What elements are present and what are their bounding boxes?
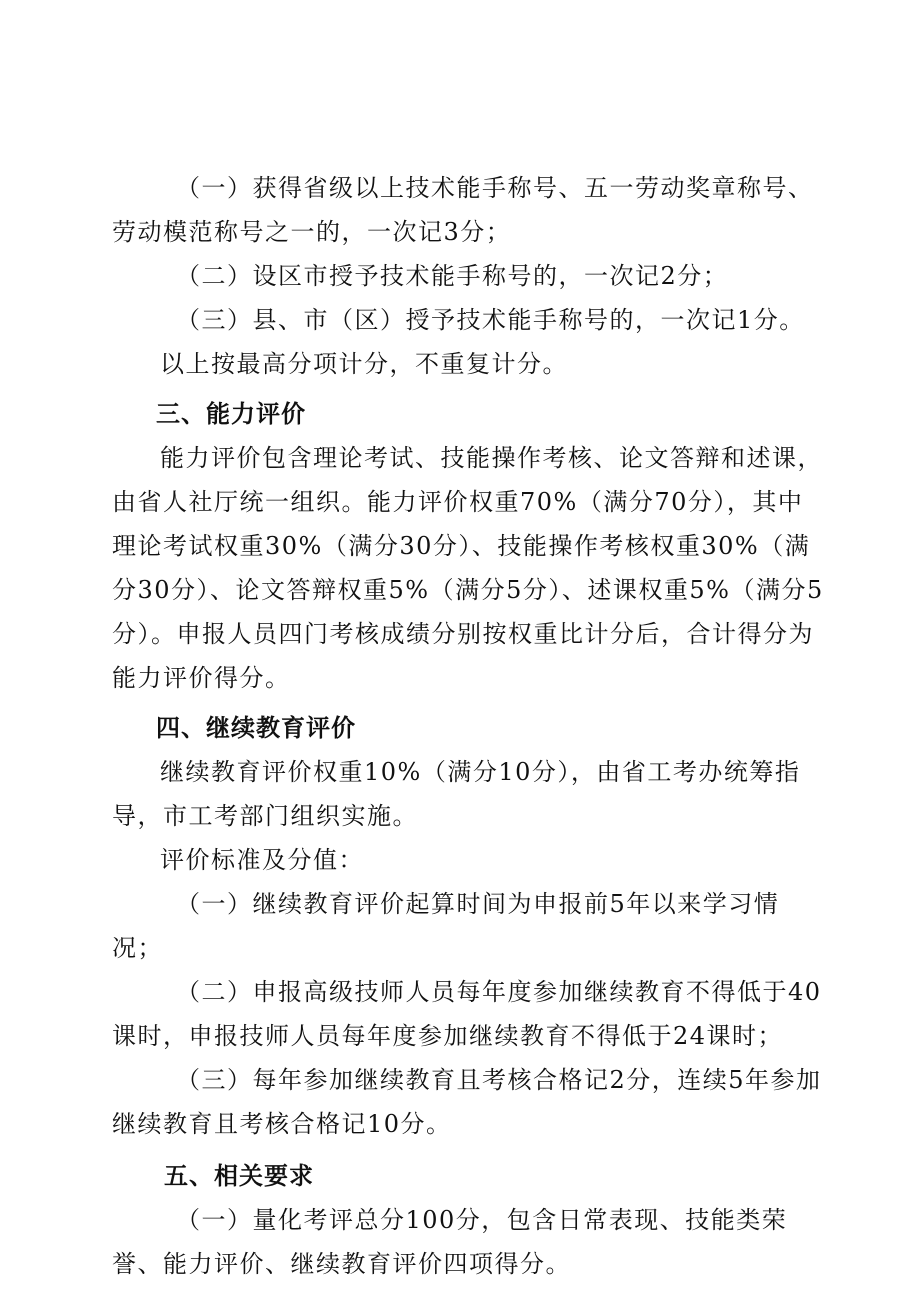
section-heading-ability: 三、能力评价: [156, 400, 306, 428]
criteria-item: （一）继续教育评价起算时间为申报前5年以来学习情况；: [112, 890, 780, 962]
requirement-item: （一）量化考评总分100分，包含日常表现、技能类荣誉、能力评价、继续教育评价四项得分。: [112, 1206, 788, 1278]
section-heading-continuing-education: 四、继续教育评价: [156, 714, 356, 742]
continuing-education-paragraph: 继续教育评价权重10%（满分10分），由省工考办统筹指导，市工考部门组织实施。: [112, 758, 801, 830]
criteria-label: 评价标准及分值：: [160, 846, 364, 874]
ability-paragraph: 能力评价包含理论考试、技能操作考核、论文答辩和述课，由省人社厅统一组织。能力评价权重70%（满分70分），其中理论考试权重30%（满分30分）、技能操作考核权重30%（满分30分）、论文答辩权重5%（满分5分）、述课权重5%（满分5分）。申报人员四门考核成绩分别按权重比计分后，合计得分为能力评价得分。: [112, 444, 824, 692]
honor-item-county: （三）县、市（区）授予技术能手称号的，一次记1分。: [176, 306, 805, 334]
criteria-item: （三）每年参加继续教育且考核合格记2分，连续5年参加继续教育且考核合格记10分。: [112, 1066, 822, 1138]
criteria-item: （二）申报高级技师人员每年度参加继续教育不得低于40课时，申报技师人员每年度参加继续教育不得低于24课时；: [112, 978, 822, 1050]
honor-item-provincial: （一）获得省级以上技术能手称号、五一劳动奖章称号、劳动模范称号之一的，一次记3分；: [112, 174, 814, 246]
document-page: [112, 166, 828, 1286]
honor-scoring-note: 以上按最高分项计分，不重复计分。: [160, 350, 568, 378]
section-heading-requirements: 五、相关要求: [164, 1162, 314, 1190]
honor-item-city: （二）设区市授予技术能手称号的，一次记2分；: [176, 262, 729, 290]
